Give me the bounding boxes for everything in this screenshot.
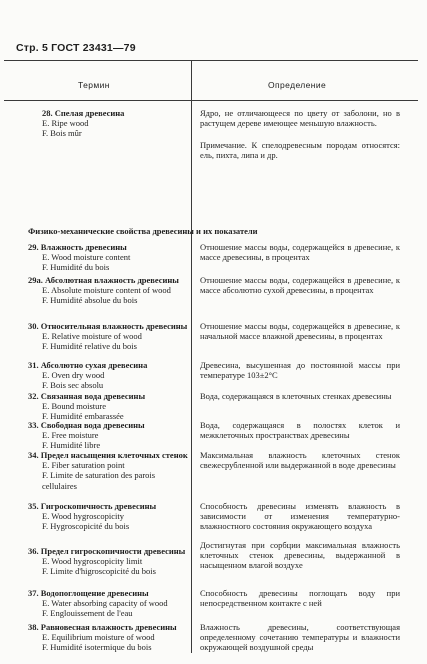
- term-ru: 38. Равновесная влажность древесины: [28, 622, 177, 632]
- term-fr: F. Bois mûr: [42, 128, 82, 139]
- term-en: E. Water absorbing capacity of wood: [42, 598, 168, 609]
- term-en: E. Free moisture: [42, 430, 99, 441]
- term-ru: 30. Относительная влажность древесины: [28, 321, 188, 331]
- term-en: E. Fiber saturation point: [42, 460, 125, 471]
- definition: Древесина, высушенная до постоянной массы при температуре 103±2°С: [200, 360, 400, 381]
- term-en: E. Ripe wood: [42, 118, 89, 129]
- term-ru: 36. Предел гигроскопичности древесины: [28, 546, 186, 556]
- term-fr: F. Humidité du bois: [42, 262, 110, 273]
- table-top-rule: [4, 60, 418, 61]
- term-fr: F. Limite d'higroscopicité du bois: [42, 566, 156, 577]
- term-fr: F. Bois sec absolu: [42, 380, 104, 391]
- term-fr: F. Hygroscopicité du bois: [42, 521, 130, 532]
- definition: Способность древесины поглощать воду при непосредственном контакте с ней: [200, 588, 400, 609]
- column-header-term: Термин: [78, 80, 110, 90]
- definition: Влажность древесины, соответствующая определенному сочетанию температуры и влажности окружающей воздушной среды: [200, 622, 400, 653]
- term-en: E. Absolute moisture content of wood: [42, 285, 171, 296]
- definition: Вода, содержащаяся в полостях клеток и межклеточных пространствах древесины: [200, 420, 400, 441]
- term-en: E. Oven dry wood: [42, 370, 105, 381]
- definition: Отношение массы воды, содержащейся в древесине, к массе абсолютно сухой древесины, в процентах: [200, 275, 400, 296]
- definition: Вода, содержащаяся в клеточных стенках древесины: [200, 391, 392, 401]
- definition: Отношение массы воды, содержащейся в древесине, к начальной массе влажной древесины, в процентах: [200, 321, 400, 342]
- term-fr: F. Limite de saturation des parois cellulaires: [42, 470, 156, 491]
- definition: Достигнутая при сорбции максимальная влажность клеточных стенок древесины, выдержанной в насыщенном влагой воздухе: [200, 540, 400, 571]
- term-ru: 29а. Абсолютная влажность древесины: [28, 275, 179, 285]
- term-ru: 32. Связанная вода древесины: [28, 391, 146, 401]
- definition: Способность древесины изменять влажность в зависимости от изменения температурно-влажностного состояния окружающего воздуха: [200, 501, 400, 532]
- term-ru: 33. Свободная вода древесины: [28, 420, 145, 430]
- definition: Ядро, не отличающееся по цвету от заболони, но в растущем дереве имеющее меньшую влажность.: [200, 108, 400, 129]
- term-fr: F. Humidité relative du bois: [42, 341, 137, 352]
- term-en: E. Relative moisture of wood: [42, 331, 142, 342]
- page-header: Стр. 5 ГОСТ 23431—79: [16, 42, 136, 54]
- term-en: E. Wood hygroscopicity: [42, 511, 125, 522]
- term-en: E. Wood moisture content: [42, 252, 131, 263]
- column-header-definition: Определение: [268, 80, 327, 90]
- term-fr: F. Humidité embarassée: [42, 411, 124, 422]
- definition: Максимальная влажность клеточных стенок свежесрубленной или выдержанной в воде древесины: [200, 450, 400, 471]
- term-en: E. Wood hygroscopicity limit: [42, 556, 143, 567]
- header-bottom-rule: [4, 100, 418, 101]
- note: Примечание. К спелодревесным породам относятся: ель, пихта, липа и др.: [200, 140, 400, 161]
- term-en: E. Equilibrium moisture of wood: [42, 632, 155, 643]
- section-title: Физико-механические свойства древесины и их показатели: [28, 226, 258, 236]
- term-ru: 29. Влажность древесины: [28, 242, 127, 252]
- term-ru: 37. Водопоглощение древесины: [28, 588, 149, 598]
- term-fr: F. Humidité libre: [42, 440, 101, 451]
- term-ru: 28. Спелая древесина: [42, 108, 125, 118]
- term-ru: 34. Предел насыщения клеточных стенок: [28, 450, 188, 460]
- term-ru: 31. Абсолютно сухая древесина: [28, 360, 148, 370]
- definition: Отношение массы воды, содержащейся в древесине, к массе древесины, в процентах: [200, 242, 400, 263]
- term-en: E. Bound moisture: [42, 401, 106, 412]
- term-fr: F. Englouissement de l'eau: [42, 608, 133, 619]
- term-fr: F. Humidité isotermique du bois: [42, 642, 152, 653]
- column-divider: [191, 61, 192, 653]
- term-ru: 35. Гигроскопичность древесины: [28, 501, 157, 511]
- term-fr: F. Humidité absolue du bois: [42, 295, 138, 306]
